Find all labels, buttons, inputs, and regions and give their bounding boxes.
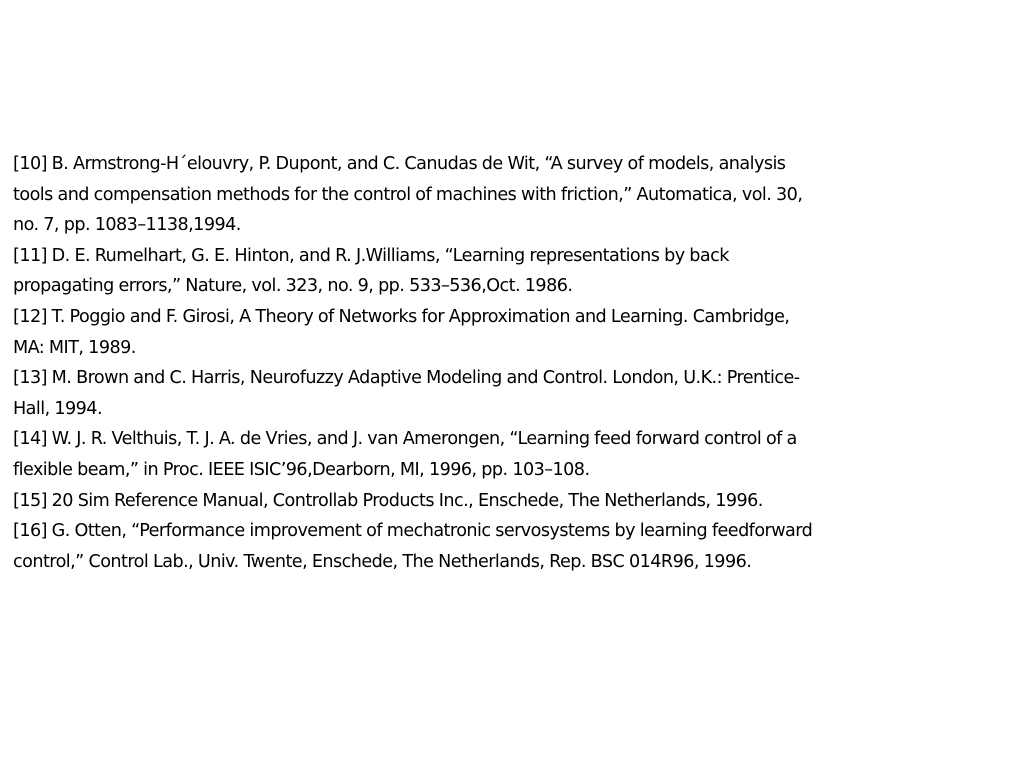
reference-line: [14] W. J. R. Velthuis, T. J. A. de Vries, and J. van Amerongen, “Learning feed forward control of a — [13, 429, 797, 450]
reference-line: MA: MIT, 1989. — [13, 337, 136, 358]
reference-13 — [13, 363, 1021, 424]
reference-line: [12] T. Poggio and F. Girosi, A Theory of Networks for Approximation and Learning. Cambridge, — [13, 306, 790, 327]
reference-line: no. 7, pp. 1083–1138,1994. — [13, 215, 241, 236]
reference-14 — [13, 424, 1021, 485]
reference-line: [13] M. Brown and C. Harris, Neurofuzzy Adaptive Modeling and Control. London, U.K.: Prentice- — [13, 368, 800, 389]
reference-line: [10] B. Armstrong-H´elouvry, P. Dupont, and C. Canudas de Wit, “A survey of models, analysis — [13, 154, 786, 174]
reference-line: tools and compensation methods for the control of machines with friction,” Automatica, vol. 30, — [13, 184, 803, 205]
reference-line: [15] 20 Sim Reference Manual, Controllab Products Inc., Enschede, The Netherlands, 1996. — [13, 490, 763, 511]
reference-line: [11] D. E. Rumelhart, G. E. Hinton, and R. J.Williams, “Learning representations by back — [13, 245, 729, 266]
reference-line: flexible beam,” in Proc. IEEE ISIC’96,Dearborn, MI, 1996, pp. 103–108. — [13, 459, 590, 480]
reference-11 — [13, 241, 1021, 302]
reference-15 — [13, 486, 1021, 517]
reference-line: [16] G. Otten, “Performance improvement of mechatronic servosystems by learning feedforward — [13, 521, 813, 542]
reference-list — [13, 149, 1021, 577]
reference-line: Hall, 1994. — [13, 398, 102, 419]
reference-line: propagating errors,” Nature, vol. 323, no. 9, pp. 533–536,Oct. 1986. — [13, 276, 573, 297]
reference-12 — [13, 302, 1021, 363]
reference-16 — [13, 516, 1021, 577]
reference-line: control,” Control Lab., Univ. Twente, Enschede, The Netherlands, Rep. BSC 014R96, 1996. — [13, 551, 752, 572]
reference-10 — [13, 149, 1021, 241]
